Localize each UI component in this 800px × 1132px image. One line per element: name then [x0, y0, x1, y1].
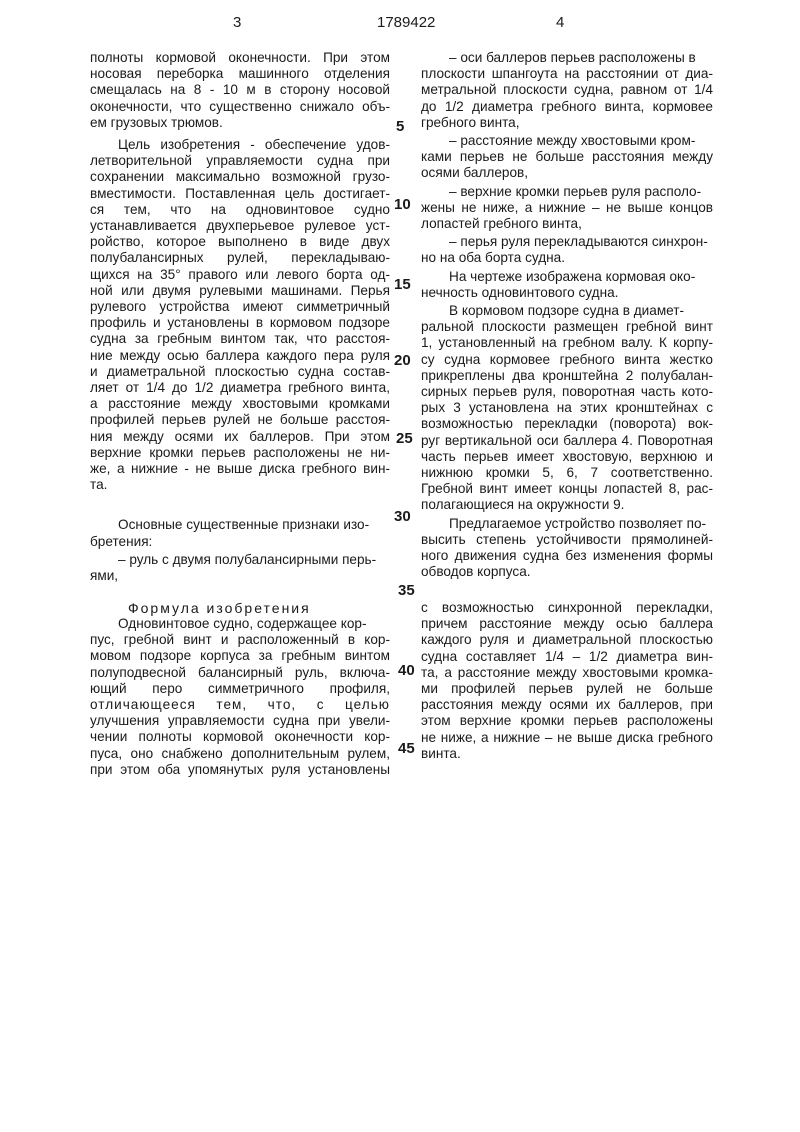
text-line: обводов корпуса.: [421, 564, 531, 580]
text-line: мовом подзоре корпуса за гребным винтом: [90, 648, 390, 664]
line-number: 30: [394, 508, 411, 525]
text-line: причем расстояние между осью баллера: [421, 616, 713, 632]
line-number: 40: [398, 662, 415, 679]
text-line: с возможностью синхронной перекладки,: [421, 600, 713, 615]
text-line: – перья руля перекладываются синхрон-: [449, 234, 708, 250]
text-line: су судна кормовее гребного винта жестко: [421, 351, 713, 367]
text-line: ной или двумя рулевыми машинами. Перья: [90, 282, 390, 298]
text-line: рулевого устройства имеют симметричный: [90, 299, 390, 315]
text-line: жены не ниже, а нижние – не выше концов: [421, 199, 713, 215]
text-line: летворительной управляемости судна при: [90, 153, 390, 169]
text-line: ральной плоскости размещен гребной винт: [421, 319, 713, 335]
text-line: ем грузовых трюмов.: [90, 114, 223, 130]
text-line: смещалась на 8 - 10 м в сторону носовой: [90, 82, 390, 98]
text-line: нижнюю кромки 5, 6, 7 соответственно.: [421, 465, 713, 481]
left-column: [90, 50, 390, 584]
text-line: оконечности, что существенно снижало объ-: [90, 98, 390, 114]
line-number: 35: [398, 582, 415, 599]
text-line: и диаметральной плоскостью судна состав-: [90, 363, 390, 379]
line-number: 15: [394, 276, 411, 293]
line-number: 45: [398, 740, 415, 757]
text-line: ющий перо симметричного профиля,: [90, 680, 390, 696]
text-line: этом верхние кромки перьев расположены: [421, 713, 713, 729]
text-line: ние между осью баллера каждого пера руля: [90, 347, 390, 363]
text-line: чении полноты кормовой оконечности кор-: [90, 729, 390, 745]
text-line: судна составляет 1/4 – 1/2 диаметра вин-: [421, 648, 713, 664]
paragraph: [421, 269, 713, 301]
text-line: устанавливается двухперьевое рулевое уст-: [90, 218, 390, 234]
text-line: ния между осями их баллеров. При этом: [90, 428, 390, 444]
patent-number: 1789422: [377, 14, 436, 31]
text-line: – руль с двумя полубалансирными перь-: [118, 551, 377, 567]
text-line: ройство, которое выполнено в виде двух: [90, 234, 390, 250]
text-line: полуподвесной балансирный руль, включа-: [90, 664, 390, 680]
line-number: 20: [394, 352, 411, 369]
text-line: сохранении максимально возможной грузо-: [90, 169, 390, 185]
text-line: та, а расстояние между хвостовыми кромка-: [421, 664, 713, 680]
text-line: – расстояние между хвостовыми кром-: [449, 133, 696, 149]
text-line: расстояния между осями их баллеров, при: [421, 697, 713, 713]
text-line: полагающиеся на окружности 9.: [421, 497, 625, 513]
text-line: отличающееся тем, что, с целью: [90, 697, 390, 713]
text-line: осями баллеров,: [421, 165, 529, 181]
paragraph: [421, 303, 713, 514]
text-line: руг вертикальной оси баллера 4. Поворотная: [421, 432, 713, 448]
text-line: при этом оба упомянутых руля установлены: [90, 761, 390, 777]
text-line: щихся на 35° правого или левого борта од-: [90, 266, 390, 282]
text-line: профилей перьев рулей не больше расстоя-: [90, 412, 390, 428]
text-line: до 1/2 диаметра гребного винта, кормовее: [421, 98, 713, 114]
text-line: а расстояние между хвостовыми кромками: [90, 396, 390, 412]
paragraph: [421, 184, 713, 233]
text-line: – верхние кромки перьев руля располо-: [449, 183, 702, 199]
paragraph: [421, 50, 713, 131]
claims-left-column: [90, 616, 390, 778]
text-line: каждого руля и диаметральной плоскостью: [421, 632, 713, 648]
text-line: пуса, оно снабжено дополнительным рулем,: [90, 745, 390, 761]
text-line: ми профилей перьев рулей не больше: [421, 681, 713, 697]
text-line: та.: [90, 477, 108, 493]
text-line: плоскости шпангоута на расстоянии от диа-: [421, 66, 713, 82]
claims-right-column: [421, 600, 713, 762]
text-line: лопастей гребного винта,: [421, 216, 582, 232]
text-line: судна за гребным винтом так, что расстоя-: [90, 331, 390, 347]
paragraph: [421, 234, 713, 266]
text-line: же, а нижние - не выше диска гребного вин-: [90, 461, 390, 477]
text-line: но на оба борта судна.: [421, 250, 565, 266]
text-line: носовая переборка машинного отделения: [90, 66, 390, 82]
text-line: – оси баллеров перьев расположены в: [449, 50, 696, 65]
text-line: ся тем, что на одновинтовое судно: [90, 201, 390, 217]
text-line: рых 3 установлена на этих кронштейнах с: [421, 400, 713, 416]
text-line: Предлагаемое устройство позволяет по-: [449, 515, 707, 531]
text-line: не ниже, а нижние – не выше диска гребного: [421, 729, 713, 745]
text-line: Гребной винт имеет концы лопастей 8, рас-: [421, 481, 713, 497]
text-line: вместимости. Поставленная цель достигает-: [90, 185, 390, 201]
text-line: ями,: [90, 568, 119, 584]
text-line: 1, установленный на гребном валу. К корпу-: [421, 335, 713, 351]
line-number: 10: [394, 196, 411, 213]
text-line: винта.: [421, 745, 461, 761]
text-line: улучшения управляемости судна при увели-: [90, 713, 390, 729]
paragraph: [90, 552, 390, 584]
text-line: метральной плоскости судна, равном от 1/4: [421, 82, 713, 98]
paragraph: [90, 517, 390, 549]
paragraph-continued: [90, 153, 390, 493]
text-line: бретения:: [90, 533, 153, 549]
text-line: Одновинтовое судно, содержащее кор-: [118, 616, 367, 631]
text-line: нечность одновинтового судна.: [421, 284, 619, 300]
text-line: прикреплены два кронштейна 2 полубалан-: [421, 367, 713, 383]
paragraph: [90, 50, 390, 131]
paragraph: [90, 137, 390, 153]
paragraph: [421, 133, 713, 182]
claims-heading: Формула изобретения: [128, 600, 311, 616]
text-line: ляет от 1/4 до 1/2 диаметра гребного винта,: [90, 380, 390, 396]
text-line: сирных перьев руля, поворотная часть кото-: [421, 384, 713, 400]
text-line: пус, гребной винт и расположенный в кор-: [90, 632, 390, 648]
text-line: высить степень устойчивости прямолиней-: [421, 531, 713, 547]
text-line: Цель изобретения - обеспечение удов-: [118, 137, 390, 153]
text-line: В кормовом подзоре судна в диамет-: [449, 303, 685, 319]
text-line: гребного винта,: [421, 114, 520, 130]
page-number-left: 3: [233, 14, 242, 31]
text-line: полноты кормовой оконечности. При этом: [90, 50, 390, 65]
text-line: На чертеже изображена кормовая око-: [449, 268, 696, 284]
text-line: ками перьев не больше расстояния между: [421, 149, 713, 165]
text-line: Основные существенные признаки изо-: [118, 517, 370, 533]
paragraph: [421, 516, 713, 581]
text-line: часть перьев имеет хвостовую, верхнюю и: [421, 448, 713, 464]
text-line: возможностью перекладки (поворота) вок-: [421, 416, 713, 432]
page-number-right: 4: [556, 14, 565, 31]
line-number: 25: [396, 430, 413, 447]
line-number: 5: [396, 118, 405, 135]
text-line: профиль и установлены в кормовом подзоре: [90, 315, 390, 331]
right-column: [421, 50, 713, 581]
text-line: полубалансирных рулей, перекладываю-: [90, 250, 390, 266]
text-line: ного движения судна без изменения формы: [421, 548, 713, 564]
text-line: верхние кромки перьев расположены не ни-: [90, 444, 390, 460]
